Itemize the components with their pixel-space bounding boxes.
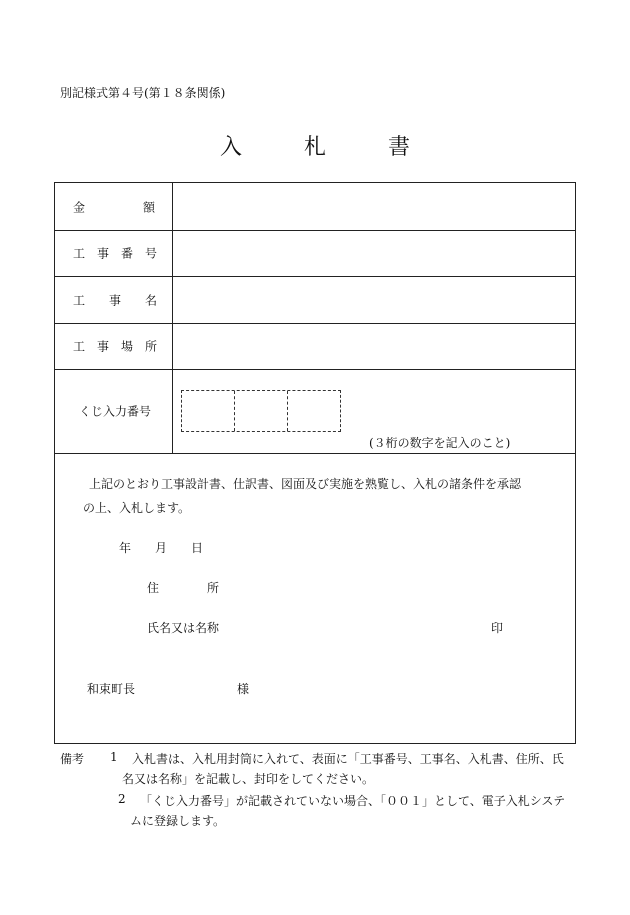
lottery-digit-divider <box>234 391 235 431</box>
date-year: 年 <box>119 541 132 555</box>
notes-heading: 備考 <box>60 752 85 766</box>
amount-label-char: 金 <box>73 200 86 214</box>
work-number-row <box>55 230 575 277</box>
work-name-label <box>55 276 173 323</box>
work-number-label-char: 事 <box>97 246 110 261</box>
title-char: 札 <box>303 135 326 160</box>
lottery-number-label-cell <box>55 369 173 453</box>
work-place-label-char: 場 <box>121 339 134 354</box>
lottery-digit-divider <box>287 391 288 431</box>
declaration-line-2: の上、入札します。 <box>83 501 191 515</box>
work-place-label-char: 工 <box>73 339 86 354</box>
work-place-row <box>55 323 575 370</box>
note-2-line-2: ムに登録します。 <box>130 814 226 828</box>
note-number: 1 <box>110 750 118 764</box>
work-place-label-char: 事 <box>97 339 110 354</box>
work-number-label-char: 番 <box>121 246 134 261</box>
lottery-number-boxes[interactable] <box>181 390 341 432</box>
note-number: 2 <box>118 792 126 806</box>
work-number-label <box>55 230 173 276</box>
amount-row <box>55 183 575 231</box>
bid-form-table <box>54 182 576 744</box>
form-number: 別記様式第４号(第１８条関係) <box>60 86 226 100</box>
amount-label <box>55 183 173 230</box>
note-1-line-1: 入札書は、入札用封筒に入れて、表面に「工事番号、工事名、入札書、住所、氏 <box>132 752 564 766</box>
lottery-number-note: (３桁の数字を記入のこと) <box>369 436 511 450</box>
note-2-line-1: 「くじ入力番号」が記載されていない場合、「００１」として、電子入札システ <box>140 794 566 808</box>
name-label: 氏名又は名称 <box>147 621 220 635</box>
addressee: 和束町長 <box>87 682 136 696</box>
title-char: 書 <box>388 135 411 160</box>
work-number-label-char: 号 <box>145 246 158 261</box>
address-label-char: 住 <box>147 581 160 595</box>
work-name-label-char: 名 <box>145 293 158 307</box>
date-day: 日 <box>191 541 204 555</box>
work-name-label-char: 事 <box>109 293 122 307</box>
work-name-row <box>55 276 575 324</box>
work-place-label <box>55 323 173 369</box>
work-name-label-char: 工 <box>73 293 86 307</box>
work-number-label-char: 工 <box>73 246 86 261</box>
note-1-line-2: 名又は名称」を記載し、封印をしてください。 <box>122 772 375 786</box>
declaration-line-1: 上記のとおり工事設計書、仕訳書、図面及び実施を熟覧し、入札の諸条件を承認 <box>89 477 522 491</box>
date-month: 月 <box>155 541 168 555</box>
honorific: 様 <box>237 682 250 696</box>
page-title <box>0 130 630 161</box>
address-label-char: 所 <box>207 581 220 595</box>
title-char: 入 <box>219 135 242 160</box>
seal-mark: 印 <box>491 621 504 635</box>
lottery-number-label: くじ入力番号 <box>79 404 152 419</box>
amount-label-char: 額 <box>143 200 156 214</box>
work-place-label-char: 所 <box>145 339 158 354</box>
